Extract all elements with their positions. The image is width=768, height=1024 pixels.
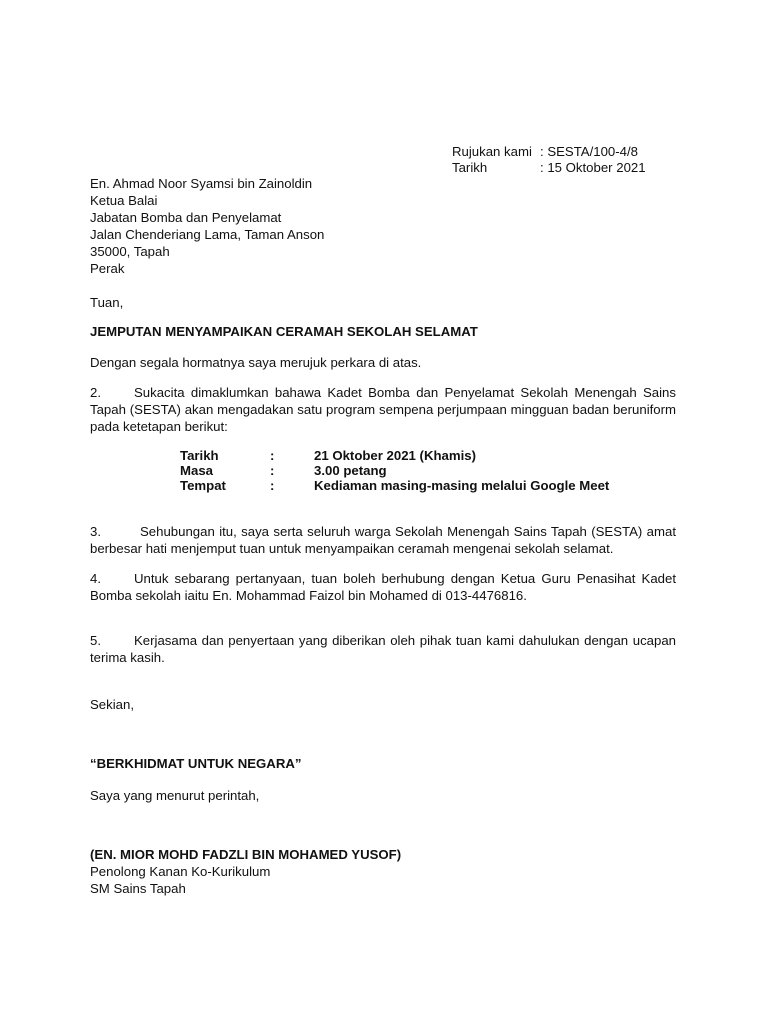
recipient-position: Ketua Balai xyxy=(90,193,158,208)
paragraph-text: Sukacita dimaklumkan bahawa Kadet Bomba dan Penyelamat Sekolah Menengah Sains Tapah (SESTA) akan mengadakan satu program sempena perjumpaan mingguan badan beruniform pada ketetapan berikut: xyxy=(90,385,676,434)
detail-label: Tarikh xyxy=(180,448,219,463)
letter-date-value: : 15 Oktober 2021 xyxy=(540,160,646,175)
detail-row-date xyxy=(180,448,609,463)
closing-text: Sekian, xyxy=(90,697,134,712)
detail-value: 3.00 petang xyxy=(314,463,387,478)
detail-colon: : xyxy=(270,448,275,463)
recipient-postcode: 35000, Tapah xyxy=(90,244,170,259)
paragraph-text: Sehubungan itu, saya serta seluruh warga Sekolah Menengah Sains Tapah (SESTA) amat berbesar hati menjemput tuan untuk menyampaikan ceramah mengenai sekolah selamat. xyxy=(90,524,676,556)
letter-date-label: Tarikh xyxy=(452,160,488,175)
signatory-name: (EN. MIOR MOHD FADZLI BIN MOHAMED YUSOF) xyxy=(90,847,402,862)
motto: “BERKHIDMAT UNTUK NEGARA” xyxy=(90,756,302,771)
detail-row-time xyxy=(180,463,609,478)
order-text: Saya yang menurut perintah, xyxy=(90,788,260,803)
event-details xyxy=(180,448,609,493)
detail-value: Kediaman masing-masing melalui Google Meet xyxy=(314,478,610,493)
recipient-state: Perak xyxy=(90,261,125,276)
recipient-street: Jalan Chenderiang Lama, Taman Anson xyxy=(90,227,325,242)
paragraph-number: 3. xyxy=(90,524,101,539)
recipient-department: Jabatan Bomba dan Penyelamat xyxy=(90,210,282,225)
paragraph-3 xyxy=(90,523,676,557)
paragraph-text: Kerjasama dan penyertaan yang diberikan oleh pihak tuan kami dahulukan dengan ucapan terima kasih. xyxy=(90,633,676,665)
detail-row-venue xyxy=(180,478,609,493)
detail-label: Masa xyxy=(180,463,213,478)
detail-value: 21 Oktober 2021 (Khamis) xyxy=(314,448,476,463)
paragraph-5 xyxy=(90,632,676,666)
paragraph-4 xyxy=(90,570,676,604)
reference-value: : SESTA/100-4/8 xyxy=(540,144,638,159)
signature-block xyxy=(90,846,401,897)
signatory-school: SM Sains Tapah xyxy=(90,881,186,896)
recipient-address xyxy=(90,175,490,277)
letter-subject: JEMPUTAN MENYAMPAIKAN CERAMAH SEKOLAH SELAMAT xyxy=(90,324,478,339)
reference-row xyxy=(452,144,732,160)
paragraph-number: 2. xyxy=(90,385,101,400)
intro-paragraph: Dengan segala hormatnya saya merujuk perkara di atas. xyxy=(90,355,422,370)
detail-colon: : xyxy=(270,478,275,493)
reference-label: Rujukan kami xyxy=(452,144,532,159)
salutation: Tuan, xyxy=(90,295,124,310)
signatory-title: Penolong Kanan Ko-Kurikulum xyxy=(90,864,271,879)
paragraph-2 xyxy=(90,384,676,435)
letter-date-row xyxy=(452,160,732,176)
detail-label: Tempat xyxy=(180,478,226,493)
paragraph-number: 5. xyxy=(90,633,101,648)
recipient-name: En. Ahmad Noor Syamsi bin Zainoldin xyxy=(90,176,313,191)
detail-colon: : xyxy=(270,463,275,478)
paragraph-number: 4. xyxy=(90,571,101,586)
paragraph-text: Untuk sebarang pertanyaan, tuan boleh berhubung dengan Ketua Guru Penasihat Kadet Bomba sekolah iaitu En. Mohammad Faizol bin Mohamed di 013-4476816. xyxy=(90,571,676,603)
reference-block xyxy=(452,144,732,176)
